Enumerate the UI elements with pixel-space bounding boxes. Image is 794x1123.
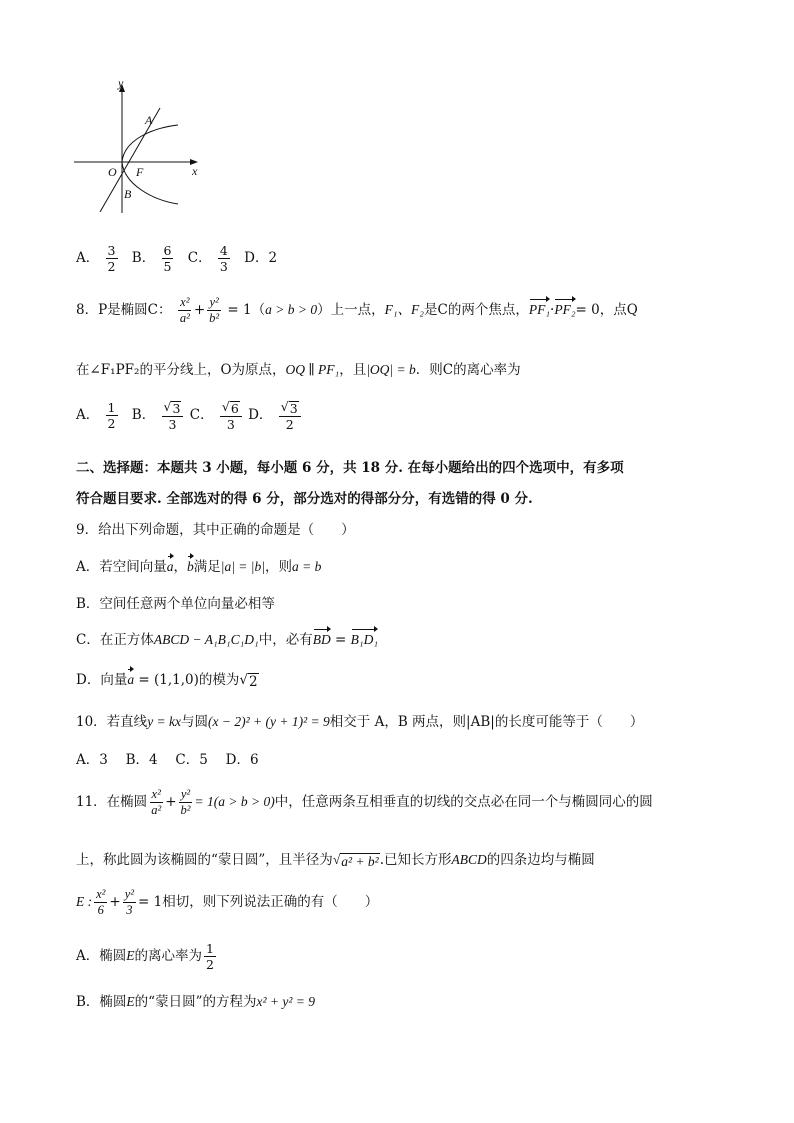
q8-prefix: 8．P是椭圆C： <box>76 302 172 319</box>
q8-line2-b: ，且 <box>339 362 367 378</box>
q9-option-d: D．向量a = (1,1,0)的模为√ 2 <box>76 672 258 690</box>
q8-dot: · <box>550 302 555 319</box>
q8-foci: F₁、F₂ <box>384 302 424 318</box>
q8-oq-parallel: OQ ∥ PF₁ <box>285 362 340 377</box>
q8-options <box>76 400 303 431</box>
q11-line3: E : $\frac{\text{x²}}{6}$ + $\frac{\text{y²}}{3}$ = 1相切，则下列说法正确的有（ ） <box>76 887 379 918</box>
q11-line2: 上，称此圆为该椭圆的“蒙日圆”，且半径为√ a² + b² .已知长方形ABCD的四条边均与椭圆 <box>76 852 595 869</box>
q7-option-a-value: $\frac{3}{2}$ <box>107 243 116 275</box>
q9-option-c: C．在正方体ABCD − A₁B₁C₁D₁中，必有BD = B₁D₁ <box>76 632 379 648</box>
q7-option-c-value: $\frac{4}{3}$ <box>219 243 228 275</box>
q9-stem: 9．给出下列命题，其中正确的命题是（ ） <box>76 522 355 538</box>
q10-options: A．3 B．4 C．5 D．6 <box>76 752 259 768</box>
q8-option-d-label: D． <box>248 407 273 424</box>
q8-frac-x: $\frac{\text{x²}}{\text{a²}}$ <box>179 295 190 326</box>
parabola-diagram <box>72 80 212 215</box>
q8-option-b-value: √ 3 3 <box>162 400 184 431</box>
q10-stem: 10．若直线y = kx与圆(x − 2)² + (y + 1)² = 9相交于 A，B 两点，则|AB|的长度可能等于（ ） <box>76 714 644 730</box>
origin-label: O <box>108 165 117 179</box>
q9-option-a: A．若空间向量a，b满足|a| = |b|，则a = b <box>76 559 322 575</box>
q8-option-a-label: A． <box>76 407 100 424</box>
q8-abs-oq: |OQ| = b <box>366 362 416 377</box>
q11-l3-frac-y: $\frac{\text{y²}}{3}$ <box>124 887 135 918</box>
q8-option-d-value: √ 3 2 <box>279 400 301 431</box>
q7-option-d: D．2 <box>244 250 278 267</box>
q7-options <box>76 244 277 273</box>
q8-option-c-label: C． <box>189 407 214 424</box>
q8-plus: + <box>193 302 206 319</box>
q8-text-mid: 是C的两个焦点， <box>424 302 529 319</box>
q8-eq-zero: = 0，点Q <box>575 302 638 319</box>
q8-line1 <box>76 296 638 325</box>
q11-line1: 11．在椭圆 $\frac{\text{x²}}{\text{a²}}$ + $\frac{\text{y²}}{\text{b²}}$ = 1(a > b > 0)中，任意两条互相垂直的切线的交点必在同一个与椭圆同心的圆 <box>76 787 653 818</box>
q8-frac-y: $\frac{\text{y²}}{\text{b²}}$ <box>209 295 220 326</box>
q8-condition: a > b > 0 <box>265 302 318 318</box>
q7-figure <box>72 76 212 215</box>
section2-line1: 二、选择题：本题共 3 小题，每小题 6 分，共 18 分. 在每小题给出的四个选项中，有多项 <box>76 460 624 476</box>
q7-option-a-label: A． <box>76 250 100 267</box>
q11-l3-frac-x: $\frac{\text{x²}}{6}$ <box>96 887 106 918</box>
q11-option-a-value: $\frac{1}{2}$ <box>206 941 214 973</box>
q9-d-sqrt: √ 2 <box>239 672 258 690</box>
q11-frac-x: $\frac{\text{x²}}{\text{a²}}$ <box>151 787 162 818</box>
q8-vector-pf2: PF₂ <box>554 302 576 318</box>
q8-eq-one: = 1（ <box>227 302 266 319</box>
q8-vector-pf1: PF₁ <box>528 302 551 318</box>
focus-label: F <box>136 165 144 179</box>
q11-option-a: A．椭圆E的离心率为 $\frac{1}{2}$ <box>76 941 214 973</box>
q7-option-c-label: C． <box>187 250 212 267</box>
point-b-label: B <box>124 187 132 201</box>
q8-line2 <box>76 358 521 378</box>
q8-after-cond: ）上一点， <box>317 302 385 319</box>
q8-option-c-value: √ 6 3 <box>220 400 242 431</box>
section2-line2: 符合题目要求. 全部选对的得 6 分，部分选对的得部分分，有选错的得 0 分. <box>76 491 533 507</box>
q8-option-a-value: $\frac{1}{2}$ <box>107 400 116 432</box>
q7-option-b-label: B． <box>131 250 156 267</box>
q9-option-b: B．空间任意两个单位向量必相等 <box>76 596 275 612</box>
axis-y-label: y <box>118 76 124 90</box>
q11-frac-y: $\frac{\text{y²}}{\text{b²}}$ <box>180 787 191 818</box>
q8-line2-a: 在∠F₁PF₂的平分线上，O为原点， <box>76 362 286 378</box>
point-a-label: A <box>145 113 153 127</box>
q8-line2-c: ．则C的离心率为 <box>415 362 521 378</box>
q11-radius-sqrt: √ a² + b² <box>332 852 379 869</box>
q8-option-b-label: B． <box>131 407 156 424</box>
axis-x-label: x <box>192 164 198 178</box>
q11-option-b: B．椭圆E的“蒙日圆”的方程为x² + y² = 9 <box>76 994 316 1010</box>
q7-option-b-value: $\frac{6}{5}$ <box>163 243 172 275</box>
